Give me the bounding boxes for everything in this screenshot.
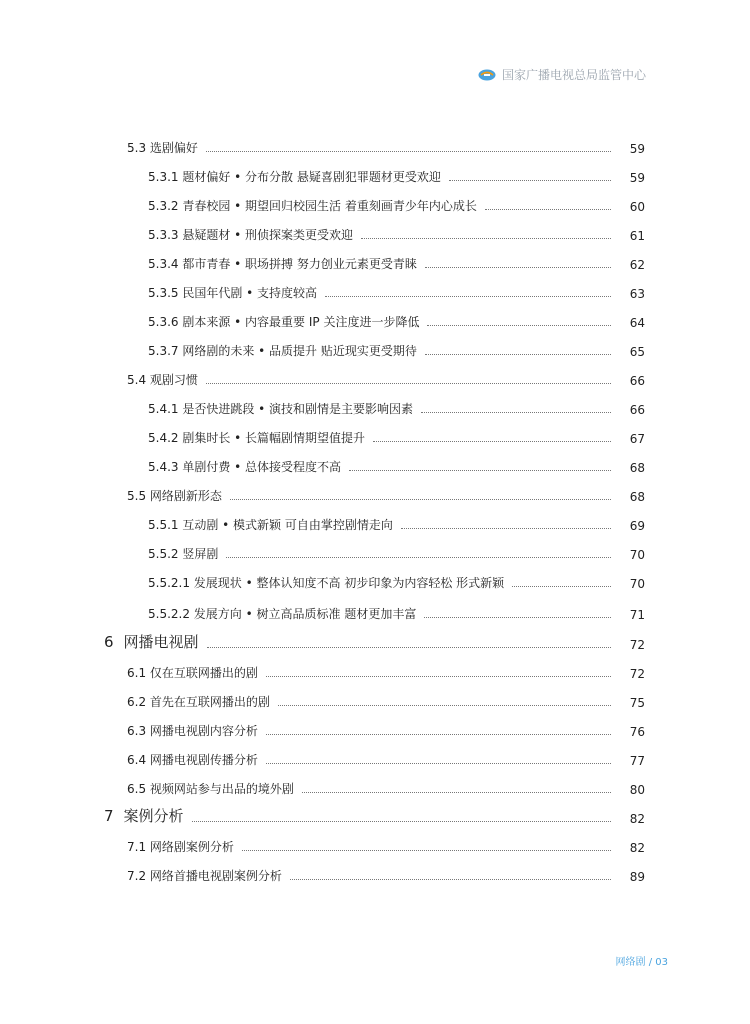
toc-page-number: 69 xyxy=(629,519,645,533)
toc-entry-label: 网播电视剧 xyxy=(123,633,199,651)
toc-entry[interactable] xyxy=(148,165,645,185)
toc-page-number: 89 xyxy=(629,870,645,884)
toc-entry[interactable] xyxy=(148,513,645,533)
toc-page-number: 82 xyxy=(629,812,645,826)
toc-entry-label: 6.2 首先在互联网播出的剧 xyxy=(127,695,270,709)
toc-entry-label: 5.4.1 是否快进跳段 • 演技和剧情是主要影响因素 xyxy=(148,402,414,416)
toc-leader-dots xyxy=(349,469,611,471)
toc-leader-dots xyxy=(192,820,611,822)
toc-leader-dots xyxy=(361,237,611,239)
toc-page-number: 77 xyxy=(629,754,645,768)
toc-entry-label: 6.5 视频网站参与出品的境外剧 xyxy=(127,782,294,796)
toc-page-number: 68 xyxy=(629,461,645,475)
toc-leader-dots xyxy=(278,704,611,706)
toc-entry-label: 5.3 选剧偏好 xyxy=(127,141,198,155)
toc-leader-dots xyxy=(325,295,611,297)
toc-entry[interactable] xyxy=(127,484,645,504)
toc-entry[interactable] xyxy=(127,368,645,388)
toc-entry-label: 7.2 网络首播电视剧案例分析 xyxy=(127,869,282,883)
toc-entry[interactable] xyxy=(148,542,645,562)
toc-entry-label: 5.5.2.1 发展现状 • 整体认知度不高 初步印象为内容轻松 形式新颖 xyxy=(148,576,505,590)
toc-page-number: 76 xyxy=(629,725,645,739)
toc-entry[interactable] xyxy=(127,661,645,681)
toc-leader-dots xyxy=(421,411,611,413)
toc-page-number: 63 xyxy=(629,287,645,301)
toc-entry[interactable] xyxy=(148,281,645,301)
toc-entry[interactable] xyxy=(148,426,645,446)
toc-leader-dots xyxy=(207,646,611,648)
toc-leader-dots xyxy=(230,498,611,500)
toc-entry-label: 5.3.5 民国年代剧 • 支持度较高 xyxy=(148,286,318,300)
toc-leader-dots xyxy=(373,440,611,442)
toc-page-number: 72 xyxy=(629,638,645,652)
toc-leader-dots xyxy=(425,353,611,355)
toc-entry[interactable] xyxy=(148,397,645,417)
toc-entry-label: 5.3.4 都市青春 • 职场拼搏 努力创业元素更受青睐 xyxy=(148,257,417,271)
toc-entry-label: 6.4 网播电视剧传播分析 xyxy=(127,753,258,767)
toc-chapter-number: 7 xyxy=(104,807,114,825)
toc-entry-label: 5.4.2 剧集时长 • 长篇幅剧情期望值提升 xyxy=(148,431,366,445)
toc-leader-dots xyxy=(425,266,611,268)
toc-entry[interactable] xyxy=(148,339,645,359)
toc-page-number: 75 xyxy=(629,696,645,710)
toc-entry[interactable] xyxy=(104,632,645,652)
toc-entry-label: 5.3.3 悬疑题材 • 刑侦探案类更受欢迎 xyxy=(148,228,354,242)
toc-leader-dots xyxy=(401,527,611,529)
toc-page-number: 71 xyxy=(629,608,645,622)
toc-entry[interactable] xyxy=(148,223,645,243)
toc-entry-label: 5.4.3 单剧付费 • 总体接受程度不高 xyxy=(148,460,342,474)
toc-page-number: 72 xyxy=(629,667,645,681)
toc-entry[interactable] xyxy=(127,835,645,855)
toc-leader-dots xyxy=(302,791,611,793)
toc-page-number: 82 xyxy=(629,841,645,855)
toc-page-number: 59 xyxy=(629,142,645,156)
toc-entry-label: 5.3.1 题材偏好 • 分布分散 悬疑喜剧犯罪题材更受欢迎 xyxy=(148,170,441,184)
toc-leader-dots xyxy=(226,556,611,558)
toc-page-number: 80 xyxy=(629,783,645,797)
toc-page-number: 65 xyxy=(629,345,645,359)
toc-entry-label: 5.3.2 青春校园 • 期望回归校园生活 着重刻画青少年内心成长 xyxy=(148,199,477,213)
toc-page-number: 64 xyxy=(629,316,645,330)
toc-entry-label: 案例分析 xyxy=(123,807,184,825)
toc-leader-dots xyxy=(206,382,611,384)
toc-leader-dots xyxy=(290,878,611,880)
toc-leader-dots xyxy=(512,585,611,587)
toc-entry[interactable] xyxy=(127,690,645,710)
toc-entry[interactable] xyxy=(127,748,645,768)
toc-page-number: 70 xyxy=(629,577,645,591)
toc-entry-label: 5.5.1 互动剧 • 模式新颖 可自由掌控剧情走向 xyxy=(148,518,393,532)
toc-entry[interactable] xyxy=(104,806,645,826)
toc-page-number: 66 xyxy=(629,374,645,388)
organization-name: 国家广播电视总局监管中心 xyxy=(501,68,646,82)
toc-entry[interactable] xyxy=(127,777,645,797)
toc-leader-dots xyxy=(266,675,611,677)
toc-entry[interactable] xyxy=(148,602,645,622)
toc-entry-label: 5.5 网络剧新形态 xyxy=(127,489,222,503)
toc-page-number: 67 xyxy=(629,432,645,446)
toc-leader-dots xyxy=(485,208,611,210)
toc-leader-dots xyxy=(206,150,611,152)
toc-page-number: 70 xyxy=(629,548,645,562)
toc-entry[interactable] xyxy=(148,310,645,330)
toc-entry[interactable] xyxy=(127,719,645,739)
toc-page-number: 68 xyxy=(629,490,645,504)
toc-entry-label: 6.3 网播电视剧内容分析 xyxy=(127,724,258,738)
toc-entry[interactable] xyxy=(148,252,645,272)
toc-entry-label: 5.5.2 竖屏剧 xyxy=(148,547,219,561)
toc-chapter-title xyxy=(104,631,207,652)
toc-page-number: 59 xyxy=(629,171,645,185)
toc-entry[interactable] xyxy=(127,864,645,884)
toc-entry-label: 5.5.2.2 发展方向 • 树立高品质标准 题材更加丰富 xyxy=(148,607,417,621)
toc-entry[interactable] xyxy=(148,194,645,214)
toc-entry-label: 5.3.6 剧本来源 • 内容最重要 IP 关注度进一步降低 xyxy=(148,315,420,329)
page-footer: 网络剧 / 03 xyxy=(615,957,668,968)
toc-entry[interactable] xyxy=(127,136,645,156)
toc-leader-dots xyxy=(449,179,611,181)
toc-leader-dots xyxy=(427,324,611,326)
toc-entry-label: 7.1 网络剧案例分析 xyxy=(127,840,234,854)
toc-entry-label: 6.1 仅在互联网播出的剧 xyxy=(127,666,258,680)
toc-page-number: 61 xyxy=(629,229,645,243)
toc-page-number: 60 xyxy=(629,200,645,214)
toc-leader-dots xyxy=(242,849,611,851)
toc-page-number: 62 xyxy=(629,258,645,272)
toc-entry-label: 5.4 观剧习惯 xyxy=(127,373,198,387)
toc-entry-label: 5.3.7 网络剧的未来 • 品质提升 贴近现实更受期待 xyxy=(148,344,417,358)
toc-chapter-number: 6 xyxy=(104,633,114,651)
toc-leader-dots xyxy=(424,616,611,618)
toc-chapter-title xyxy=(104,805,192,826)
toc-leader-dots xyxy=(266,733,611,735)
toc-leader-dots xyxy=(266,762,611,764)
toc-entry[interactable] xyxy=(148,571,645,591)
toc-page-number: 66 xyxy=(629,403,645,417)
toc-entry[interactable] xyxy=(148,455,645,475)
